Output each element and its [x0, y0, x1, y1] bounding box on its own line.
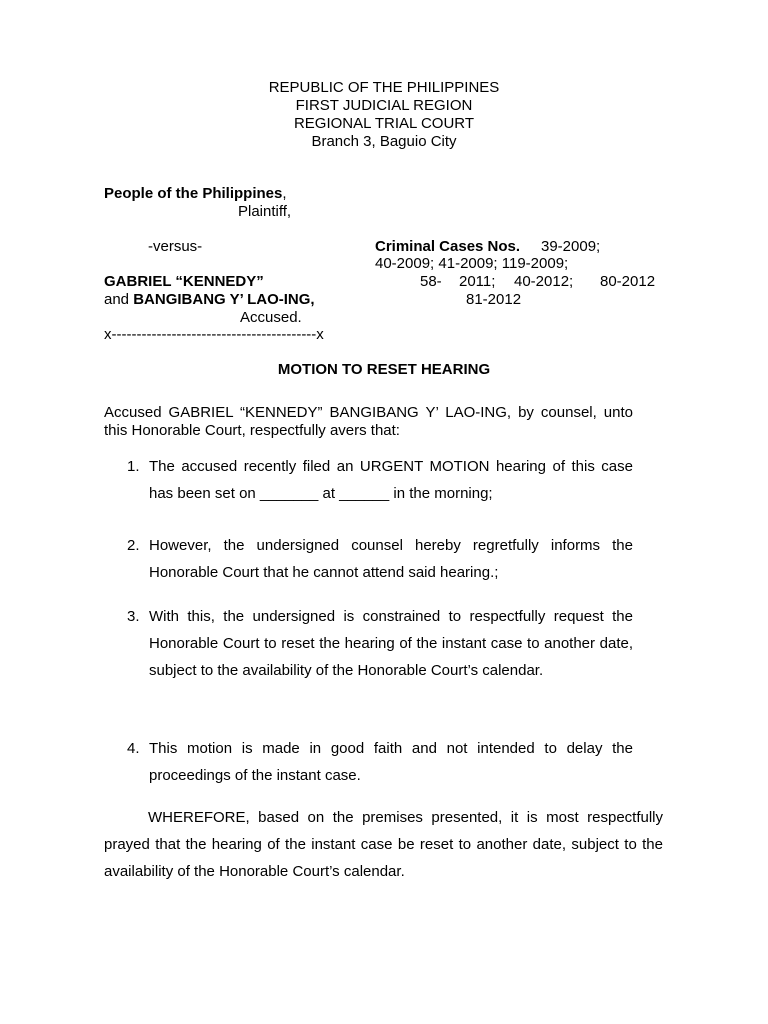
item-1-number: 1. — [127, 458, 140, 475]
accused-name-line1: GABRIEL “KENNEDY” — [104, 273, 264, 290]
item-3-number: 3. — [127, 608, 140, 625]
item-4-text: This motion is made in good faith and not intended to delay the proceedings of the instant case. — [149, 740, 633, 784]
document-title: MOTION TO RESET HEARING — [277, 361, 491, 378]
item-4-number: 4. — [127, 740, 140, 757]
wherefore-paragraph: WHEREFORE, based on the premises presented, it is most respectfully prayed that the hearing of the instant case be reset to another date, subject to the availability of the Honorable Court’s calendar. — [104, 809, 663, 880]
case-numbers-line4: 81-2012 — [466, 291, 522, 308]
accused-name-line2 — [104, 291, 315, 308]
accused-and: and — [104, 291, 130, 308]
versus-label: -versus- — [148, 238, 203, 255]
case-numbers-line2: 40-2009; 41-2009; 119-2009; — [375, 255, 569, 272]
plaintiff-comma: , — [282, 185, 287, 202]
court-header-court: REGIONAL TRIAL COURT — [293, 115, 475, 132]
item-3-text: With this, the undersigned is constrained to respectfully request the Honorable Court to reset the hearing of the instant case to another date, subject to the availability of the Honorable Court’s calendar. — [149, 608, 633, 679]
plaintiff-name: People of the Philippines — [104, 185, 283, 202]
court-header-branch: Branch 3, Baguio City — [311, 133, 457, 150]
case-numbers-line3b: 2011; — [459, 273, 496, 290]
accused-surname: BANGIBANG Y’ LAO-ING, — [133, 291, 315, 308]
case-numbers-line3d: 80-2012 — [600, 273, 656, 290]
plaintiff-name-line — [104, 185, 287, 202]
court-header-republic: REPUBLIC OF THE PHILIPPINES — [268, 79, 500, 96]
case-numbers-line3a: 58- — [420, 273, 442, 290]
case-numbers-line3c: 40-2012; — [514, 273, 574, 290]
item-2-number: 2. — [127, 537, 140, 554]
case-numbers-line1: 39-2009; — [541, 238, 601, 255]
accused-role: Accused. — [240, 309, 302, 326]
court-header-region: FIRST JUDICIAL REGION — [295, 97, 473, 114]
case-numbers-label: Criminal Cases Nos. — [375, 238, 521, 255]
plaintiff-role: Plaintiff, — [238, 203, 292, 220]
item-1-text: The accused recently filed an URGENT MOTION hearing of this case has been set on _______ at ______ in the morning; — [149, 458, 633, 502]
caption-divider: x-----------------------------------------x — [104, 326, 324, 343]
intro-paragraph: Accused GABRIEL “KENNEDY” BANGIBANG Y’ LAO-ING, by counsel, unto this Honorable Court, respectfully avers that: — [104, 404, 633, 439]
item-2-text: However, the undersigned counsel hereby regretfully informs the Honorable Court that he cannot attend said hearing.; — [149, 537, 633, 581]
